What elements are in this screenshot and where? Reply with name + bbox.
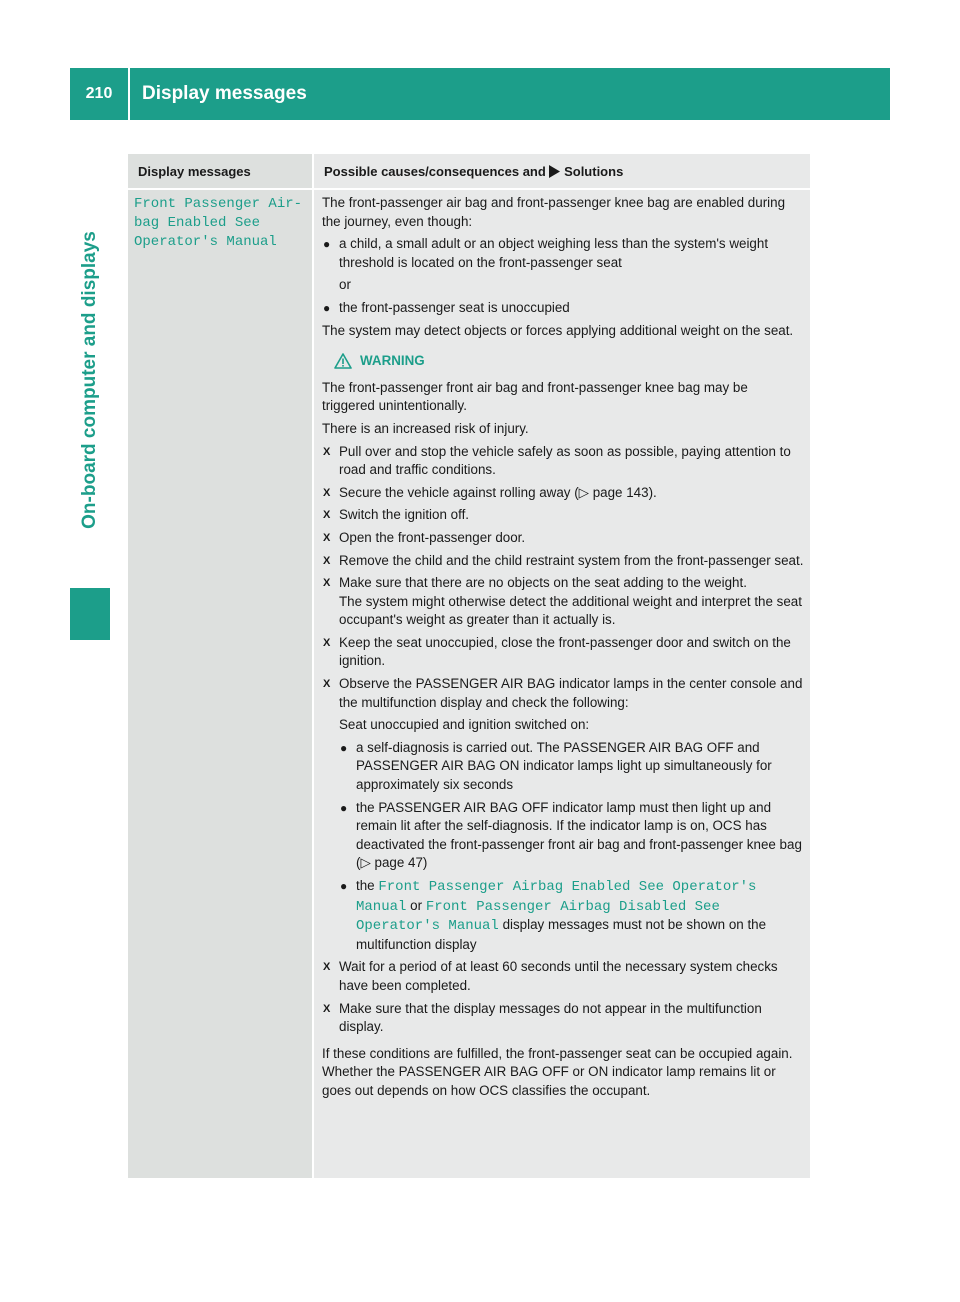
step-text: Wait for a period of at least 60 seconds until the necessary system checks have been completed.: [339, 959, 778, 993]
page-number: 210: [85, 85, 113, 102]
chapter-marker: [70, 588, 110, 640]
arrow-icon: X: [323, 531, 331, 544]
chapter-tab: [70, 120, 110, 640]
step-text: Make sure that there are no objects on the seat adding to the weight.: [339, 575, 747, 591]
warning-heading: [334, 352, 804, 371]
check-text: a self-diagnosis is carried out. The PASSENGER AIR BAG OFF and PASSENGER AIR BAG ON indicator lamps light up simultaneously for approximately six seconds: [356, 739, 772, 793]
step-item: [322, 574, 804, 593]
condition-text: the front-passenger seat is unoccupied: [339, 299, 570, 315]
step-text: Observe the PASSENGER AIR BAG indicator lamps in the center console and the multifunction display and check the following:: [339, 676, 803, 710]
display-message-inline: Front Passenger Airbag Disabled See Operator's Manual: [356, 898, 720, 935]
arrow-icon: X: [323, 961, 331, 974]
condition-text: a child, a small adult or an object weighing less than the system's weight threshold is located on the front-passenger seat: [339, 236, 769, 270]
closing-text: If these conditions are fulfilled, the front-passenger seat can be occupied again. Whether the PASSENGER AIR BAG OFF or ON indicator lamp remains lit or goes out depends on how OCS classifies the occupant.: [322, 1045, 793, 1098]
or-text: or: [339, 277, 351, 293]
list-item: [322, 877, 804, 954]
step-item: [322, 634, 804, 671]
arrow-icon: X: [323, 509, 331, 522]
step-text: Switch the ignition off.: [339, 507, 470, 523]
step-item: [322, 958, 804, 995]
solutions-content: [322, 194, 804, 1105]
step-item: [322, 484, 804, 503]
bullet-icon: ●: [340, 800, 348, 815]
arrow-icon: X: [323, 678, 331, 691]
step-item: [322, 552, 804, 571]
warning-label: WARNING: [360, 353, 425, 369]
table-header-divider: [128, 188, 810, 190]
display-message: Front Passenger Air‐ bag Enabled See Operator's Manual: [134, 196, 303, 250]
header-divider: [128, 68, 130, 120]
detect-text: The system may detect objects or forces applying additional weight on the seat.: [322, 322, 794, 338]
step-text: Open the front-passenger door.: [339, 529, 526, 545]
display-message-inline: Front Passenger Airbag Enabled See Operator's Manual: [356, 879, 757, 915]
step-text: Remove the child and the child restraint system from the front-passenger seat.: [339, 552, 804, 568]
step-item: [322, 675, 804, 712]
page-ref-icon: ▷: [360, 855, 371, 871]
arrow-icon: X: [323, 636, 331, 649]
bullet-icon: ●: [340, 740, 348, 755]
step-item: [322, 529, 804, 548]
chapter-tab-label: On-board computer and displays: [79, 231, 100, 529]
check-text: ): [422, 855, 428, 871]
table-header-messages: Display messages: [138, 163, 251, 179]
arrow-icon: X: [323, 1002, 331, 1015]
list-item: [322, 299, 804, 318]
table-header-solutions-text: Possible causes/consequences and: [324, 163, 546, 179]
step-text: ).: [648, 484, 657, 500]
page-title: Display messages: [142, 83, 307, 104]
warning-text: The front-passenger front air bag and front-passenger knee bag may be triggered unintentionally.: [322, 379, 748, 414]
warning-triangle-icon: [334, 353, 352, 369]
step-item: [322, 443, 804, 480]
check-text: the: [356, 878, 375, 893]
step-item: [322, 1000, 804, 1037]
check-text: display messages must not be shown on the multifunction display: [356, 917, 767, 952]
table-header-solutions: [324, 154, 623, 188]
page-ref-icon: ▷: [578, 484, 589, 500]
warning-risk-text: There is an increased risk of injury.: [322, 420, 529, 436]
step-text: Make sure that the display messages do not appear in the multifunction display.: [339, 1000, 762, 1035]
page-ref-link[interactable]: page 143: [592, 484, 649, 500]
arrow-icon: X: [323, 486, 331, 499]
step-text: Secure the vehicle against rolling away (: [339, 484, 579, 500]
arrow-icon: X: [323, 554, 331, 567]
check-text: the PASSENGER AIR BAG OFF indicator lamp must then light up and remain lit after the self-diagnosis. If the indicator lamp is on, OCS has deactivated the front-passenger front air bag and front-passenger knee bag (: [356, 799, 802, 871]
intro-text: The front-passenger air bag and front-passenger knee bag are enabled during the journey, even though:: [322, 195, 786, 229]
check-text: or: [410, 897, 423, 913]
list-item: [322, 235, 804, 272]
arrow-icon: X: [323, 577, 331, 590]
step-text: Keep the seat unoccupied, close the front-passenger door and switch on the ignition.: [339, 634, 791, 669]
seat-state-text: Seat unoccupied and ignition switched on:: [339, 717, 590, 733]
list-item: [322, 739, 804, 795]
arrow-icon: [549, 165, 560, 178]
bullet-icon: ●: [323, 237, 331, 252]
bullet-icon: ●: [323, 300, 331, 315]
page-ref-link[interactable]: page 47: [374, 855, 423, 871]
arrow-icon: X: [323, 445, 331, 458]
list-item: [322, 799, 804, 873]
step-note: The system might otherwise detect the additional weight and interpret the seat occupant's weight as greater than it actually is.: [339, 593, 802, 628]
bullet-icon: ●: [340, 879, 348, 893]
table-header-solutions-suffix: Solutions: [564, 163, 624, 179]
table-col-messages: [128, 154, 312, 1178]
step-item: [322, 506, 804, 525]
step-text: Pull over and stop the vehicle safely as soon as possible, paying attention to road and traffic conditions.: [339, 443, 791, 478]
